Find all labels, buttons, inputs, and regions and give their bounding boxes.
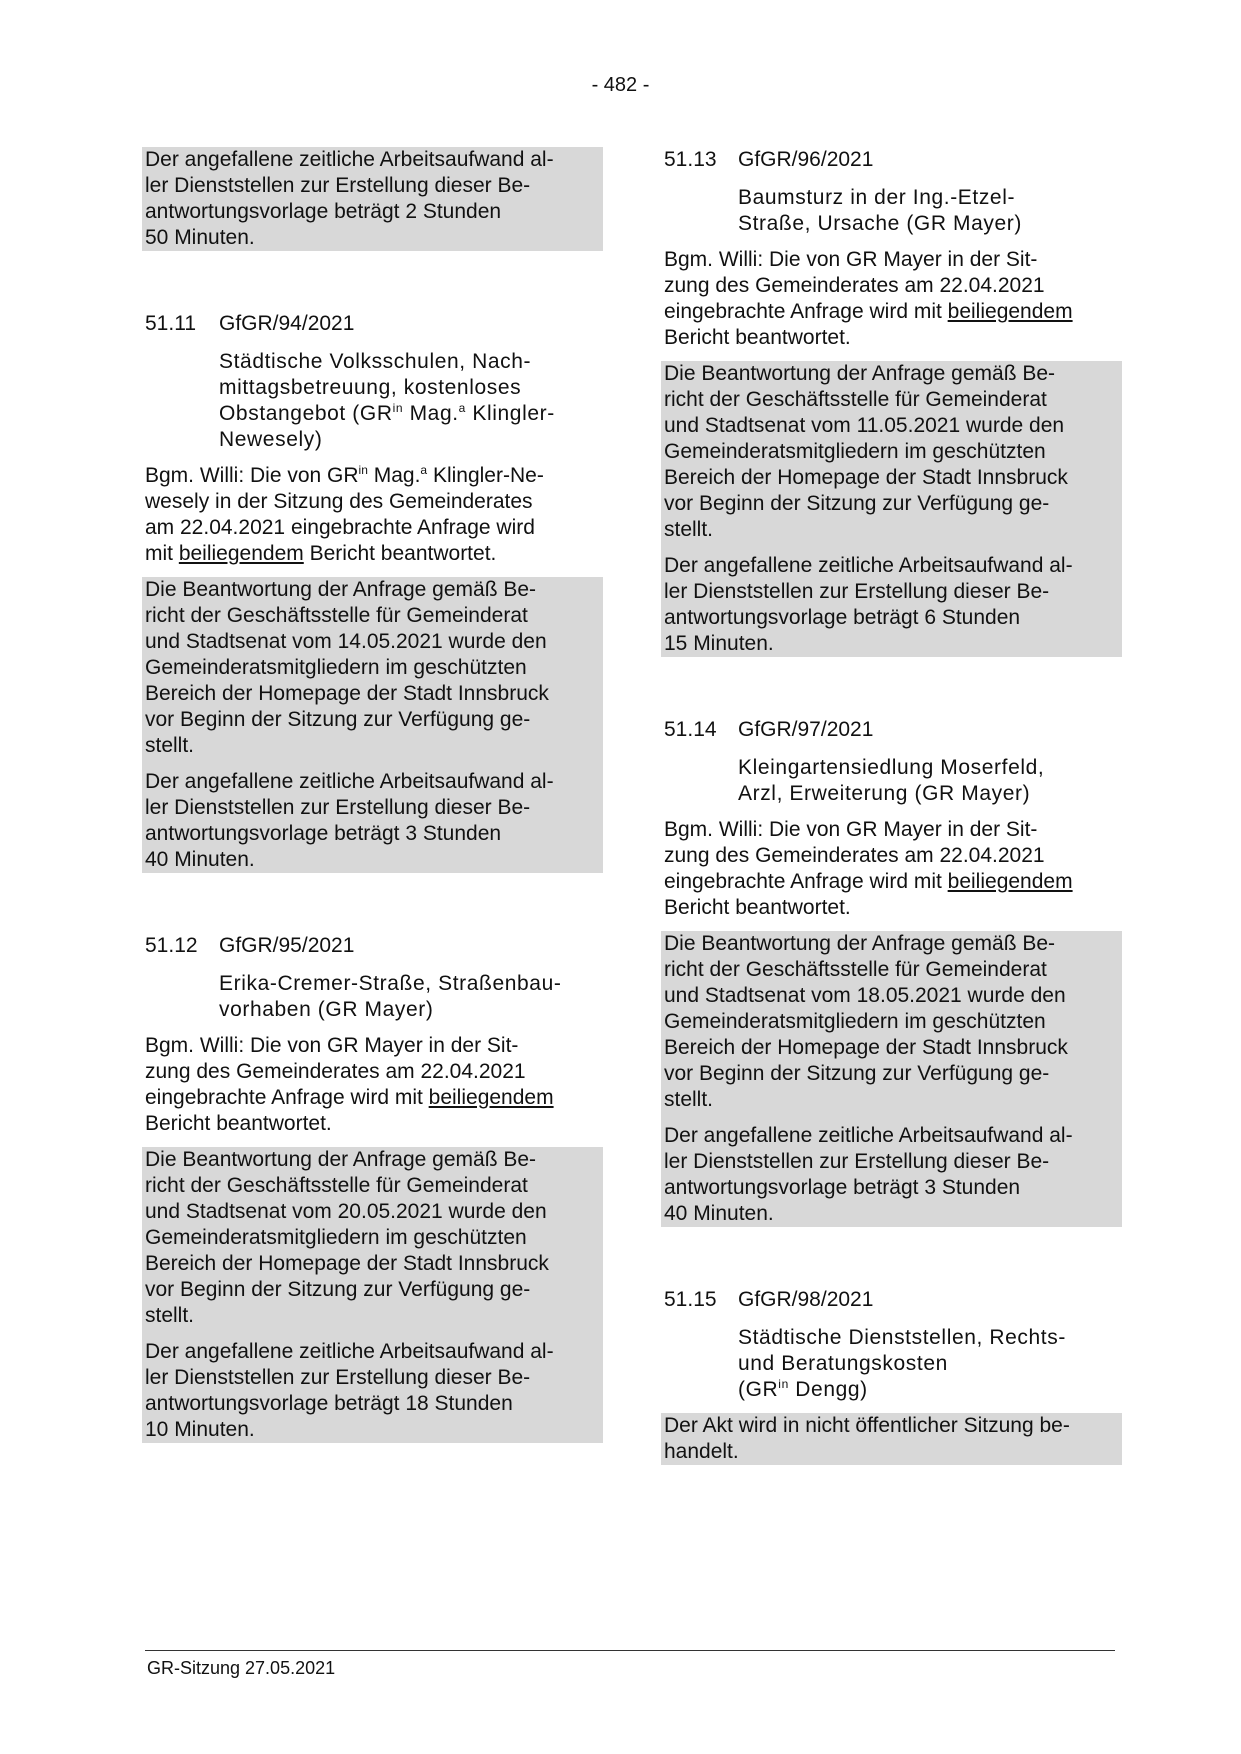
item-reference: GfGR/95/2021: [219, 934, 355, 957]
item-title: Baumsturz in der Ing.-Etzel- Straße, Ursache (GR Mayer): [738, 186, 1022, 235]
answer-box-text: Der Akt wird in nicht öffentlicher Sitzung be- handelt.: [664, 1414, 1070, 1463]
effort-text: Der angefallene zeitliche Arbeitsaufwand al- ler Dienststellen zur Erstellung dieser Be- antwortungsvorlage beträgt 3 Stunden 40 Minuten.: [145, 770, 554, 871]
right-column: [664, 147, 1119, 1475]
item-heading: [664, 717, 1119, 743]
answer-box: [142, 577, 603, 873]
beiliegendem-link[interactable]: beiliegendem: [178, 542, 304, 565]
answer-box: [661, 1413, 1122, 1465]
item-title: Kleingartensiedlung Moserfeld, Arzl, Erweiterung (GR Mayer): [738, 756, 1045, 805]
answer-box-text: Die Beantwortung der Anfrage gemäß Be- richt der Geschäftsstelle für Gemeinderat und Stadtsenat vom 14.05.2021 wurde den Gemeinderatsmitgliedern im geschützten Bereich der Homepage der Stadt Innsbruck vor Beginn der Sitzung zur Verfügung ge- stellt.: [145, 578, 549, 757]
answer-box: [142, 1147, 603, 1443]
item-heading: [664, 147, 1119, 173]
item-number: 51.11: [145, 312, 196, 335]
answer-text: Bgm. Willi: Die von GR Mayer in der Sit- zung des Gemeinderates am 22.04.2021 eingebrachte Anfrage wird mit beiliegendem Bericht beantwortet.: [664, 248, 1073, 349]
beiliegendem-link[interactable]: beiliegendem: [947, 300, 1073, 323]
item-heading: [664, 1287, 1119, 1313]
answer-box-text: Die Beantwortung der Anfrage gemäß Be- richt der Geschäftsstelle für Gemeinderat und Stadtsenat vom 20.05.2021 wurde den Gemeinderatsmitgliedern im geschützten Bereich der Homepage der Stadt Innsbruck vor Beginn der Sitzung zur Verfügung ge- stellt.: [145, 1148, 549, 1327]
left-column: [145, 147, 600, 1453]
answer-text: Bgm. Willi: Die von GR Mayer in der Sit- zung des Gemeinderates am 22.04.2021 eingebrachte Anfrage wird mit beiliegendem Bericht beantwortet.: [664, 818, 1073, 919]
effort-box: [142, 147, 603, 251]
item-number: 51.13: [664, 148, 717, 171]
answer-box: [661, 931, 1122, 1227]
beiliegendem-link[interactable]: beiliegendem: [428, 1086, 554, 1109]
item-heading: [145, 311, 600, 337]
item-title: Städtische Volksschulen, Nach- mittagsbetreuung, kostenloses Obstangebot ($GR^{in}$ Mag.$^a$ Klingler- Newesely): [219, 350, 555, 451]
effort-text: Der angefallene zeitliche Arbeitsaufwand al- ler Dienststellen zur Erstellung dieser Be- antwortungsvorlage beträgt 6 Stunden 15 Minuten.: [664, 554, 1073, 655]
footer-text: GR-Sitzung 27.05.2021: [147, 1658, 336, 1678]
item-reference: GfGR/96/2021: [738, 148, 874, 171]
item-title: Städtische Dienststellen, Rechts- und Beratungskosten ($GR^{in}$ Dengg): [738, 1326, 1066, 1401]
effort-text: Der angefallene zeitliche Arbeitsaufwand al- ler Dienststellen zur Erstellung dieser Be- antwortungsvorlage beträgt 2 Stunden 50 Minuten.: [145, 148, 554, 249]
effort-text: Der angefallene zeitliche Arbeitsaufwand al- ler Dienststellen zur Erstellung dieser Be- antwortungsvorlage beträgt 18 Stunden 10 Minuten.: [145, 1340, 554, 1441]
effort-text: Der angefallene zeitliche Arbeitsaufwand al- ler Dienststellen zur Erstellung dieser Be- antwortungsvorlage beträgt 3 Stunden 40 Minuten.: [664, 1124, 1073, 1225]
item-reference: GfGR/94/2021: [219, 312, 355, 335]
footer-divider: [145, 1650, 1115, 1651]
answer-box-text: Die Beantwortung der Anfrage gemäß Be- richt der Geschäftsstelle für Gemeinderat und Stadtsenat vom 11.05.2021 wurde den Gemeinderatsmitgliedern im geschützten Bereich der Homepage der Stadt Innsbruck vor Beginn der Sitzung zur Verfügung ge- stellt.: [664, 362, 1068, 541]
item-heading: [145, 933, 600, 959]
answer-box-text: Die Beantwortung der Anfrage gemäß Be- richt der Geschäftsstelle für Gemeinderat und Stadtsenat vom 18.05.2021 wurde den Gemeinderatsmitgliedern im geschützten Bereich der Homepage der Stadt Innsbruck vor Beginn der Sitzung zur Verfügung ge- stellt.: [664, 932, 1068, 1111]
item-title: Erika-Cremer-Straße, Straßenbau- vorhaben (GR Mayer): [219, 972, 562, 1021]
item-reference: GfGR/97/2021: [738, 718, 874, 741]
item-number: 51.14: [664, 718, 717, 741]
item-number: 51.12: [145, 934, 198, 957]
answer-text: Bgm. Willi: Die von GR Mayer in der Sit- zung des Gemeinderates am 22.04.2021 eingebrachte Anfrage wird mit beiliegendem Bericht beantwortet.: [145, 1034, 554, 1135]
answer-text: Bgm. Willi: Die von $GR^{in}$ Mag.$^a$ Klingler-Ne- wesely in der Sitzung des Gemeinderates am 22.04.2021 eingebrachte Anfrage wird mit beiliegendem Bericht beantwortet.: [145, 463, 544, 565]
item-reference: GfGR/98/2021: [738, 1288, 874, 1311]
answer-box: [661, 361, 1122, 657]
item-number: 51.15: [664, 1288, 717, 1311]
beiliegendem-link[interactable]: beiliegendem: [947, 870, 1073, 893]
page-number: - 482 -: [591, 74, 650, 96]
